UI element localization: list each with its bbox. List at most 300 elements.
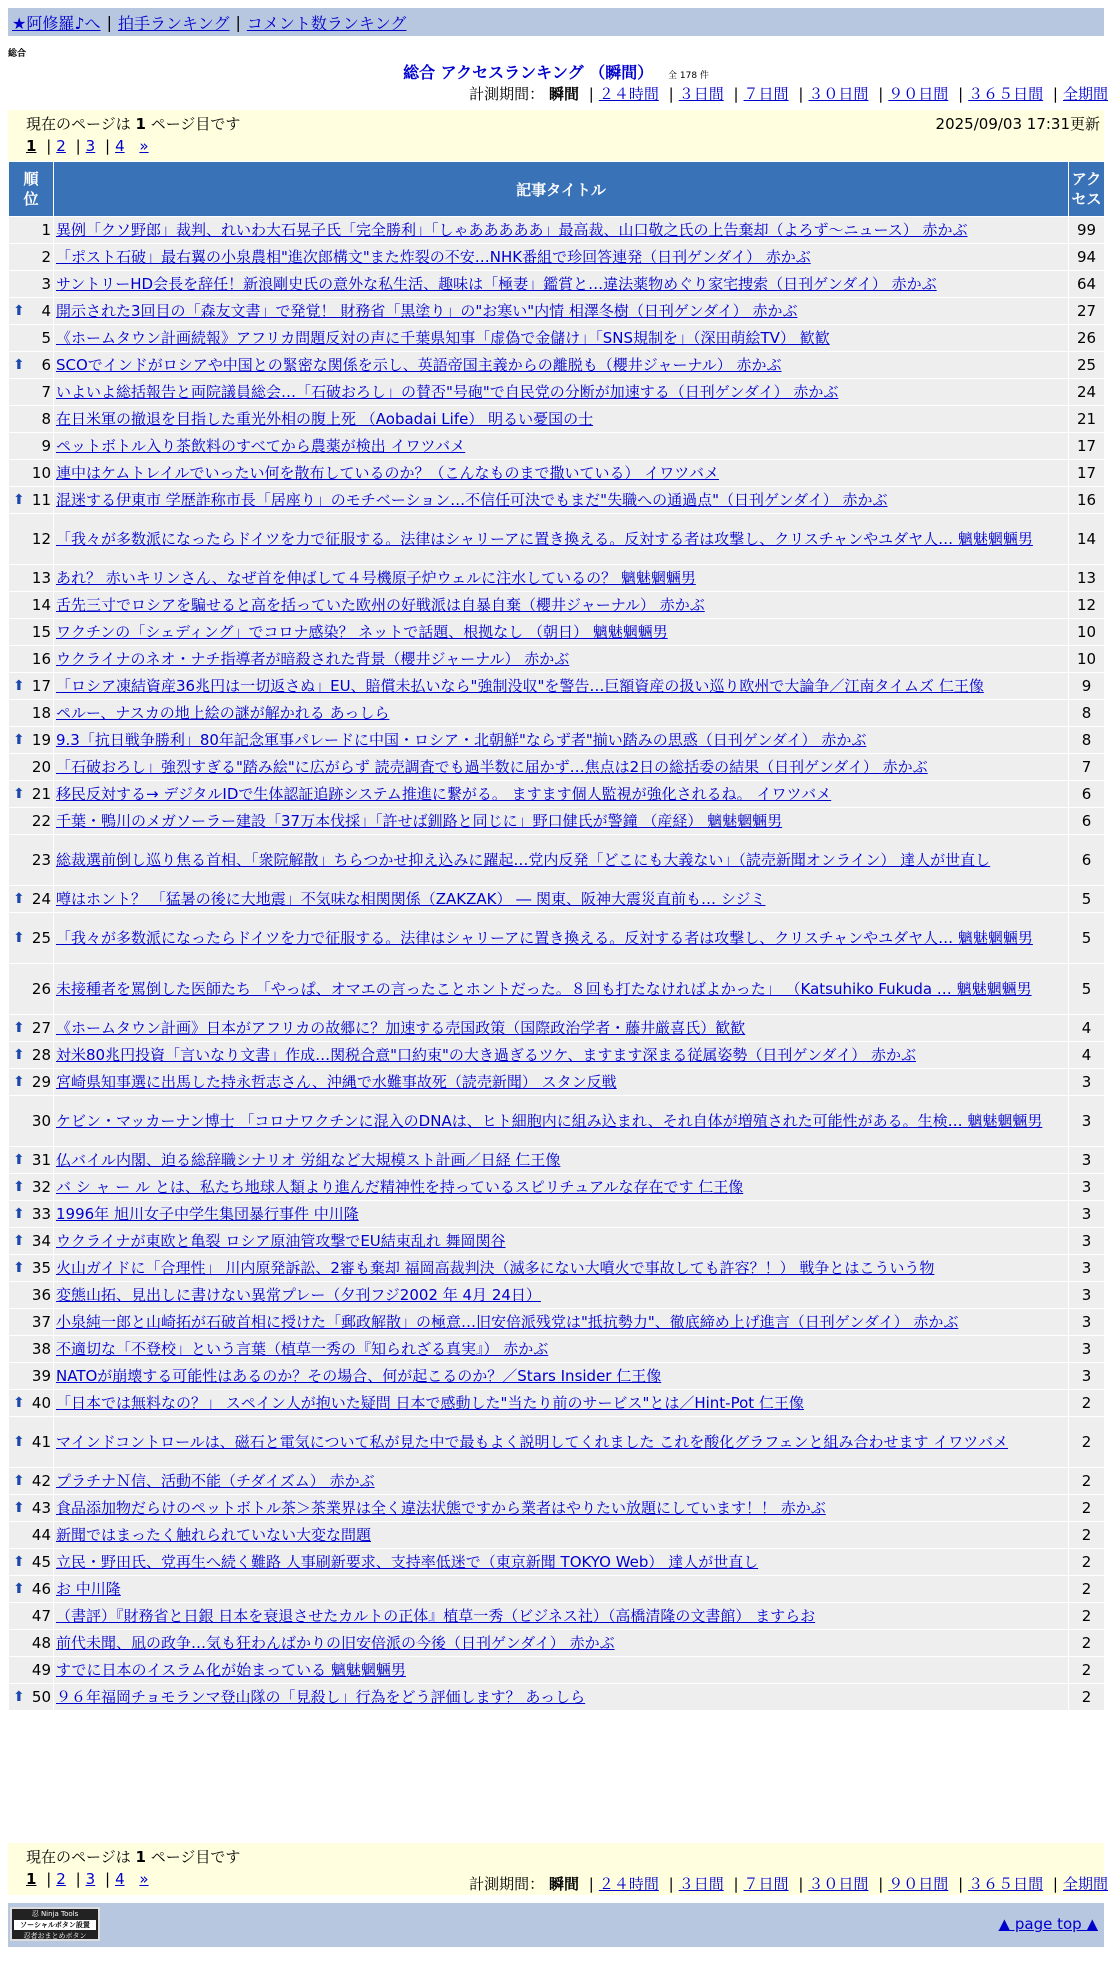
article-title-link[interactable]: ペットボトル入り茶飲料のすべてから農薬が検出 イワツバメ [56,437,466,455]
article-title-link[interactable]: 宮崎県知事選に出馬した持永哲志さん、沖縄で水難事故死（読売新聞） スタン反戦 [56,1073,617,1091]
article-title-link[interactable]: ワクチンの「シェディング」でコロナ感染？ ネットで話題、根拠なし （朝日） 魑魅魍魎男 [56,623,668,641]
rank-up-arrow-icon: ⬆ [13,1395,25,1411]
access-count: 2 [1069,1684,1105,1711]
rank-cell [9,619,54,646]
access-count: 2 [1069,1417,1105,1468]
article-title-link[interactable]: 新聞ではまったく触れられていない大変な問題 [56,1526,372,1544]
table-row [9,244,1105,271]
access-count: 8 [1069,727,1105,754]
access-count: 3 [1069,1147,1105,1174]
table-row [9,781,1105,808]
period-link-all[interactable]: 全期間 [1062,85,1108,103]
rank-cell [9,1657,54,1684]
article-title-link[interactable]: プラチナＮ信、活動不能（チダイズム） 赤かぶ [56,1472,375,1490]
access-count: 27 [1069,298,1105,325]
access-count: 3 [1069,1174,1105,1201]
rank-cell [9,1174,54,1201]
rank-cell [9,1576,54,1603]
article-title-link[interactable]: 不適切な「不登校」という言葉（植草一秀の『知られざる真実』） 赤かぶ [56,1340,549,1358]
table-row [9,1657,1105,1684]
rank-cell [9,1684,54,1711]
rank-cell [9,1069,54,1096]
bottom-bar [8,1903,1104,1947]
article-title-link[interactable]: 連中はケムトレイルでいったい何を散布しているのか？（こんなものまで撒いている） イワツバメ [56,464,719,482]
access-count: 6 [1069,781,1105,808]
title-cell [54,325,1069,352]
rank-cell [9,1468,54,1495]
access-count: 2 [1069,1603,1105,1630]
rank-up-arrow-icon: ⬆ [13,492,25,508]
rank-cell [9,1495,54,1522]
period-link-30d[interactable]: ３０日間 [808,85,869,103]
title-cell [54,1417,1069,1468]
table-row [9,1282,1105,1309]
rank-cell [9,1630,54,1657]
rank-number: 9 [41,437,51,455]
article-title-link[interactable]: 「ポスト石破」最右翼の小泉農相"進次郎構文"また炸裂の不安…NHK番組で珍回答連発（日刊ゲンダイ） 赤かぶ [56,248,811,266]
access-count: 2 [1069,1630,1105,1657]
pager-page-2[interactable]: 2 [56,1870,66,1888]
table-row [9,1630,1105,1657]
period-link-7d[interactable]: ７日間 [743,1875,789,1893]
article-title-link[interactable]: 《ホームタウン計画》日本がアフリカの故郷に？加速する売国政策（国際政治学者・藤井厳喜氏）歓歓 [56,1019,746,1037]
rank-cell [9,406,54,433]
rank-cell [9,487,54,514]
article-title-link[interactable]: すでに日本のイスラム化が始まっている 魑魅魍魎男 [56,1661,406,1679]
rank-number: 40 [31,1394,51,1412]
period-link-365d[interactable]: ３６５日間 [968,85,1044,103]
access-count: 3 [1069,1201,1105,1228]
page-top-link[interactable]: ▲ page top ▲ [998,1915,1098,1933]
period-link-90d[interactable]: ９０日間 [888,85,949,103]
current-page-number: 1 [135,115,146,133]
rank-number: 45 [31,1553,51,1571]
pager-page-1[interactable]: 1 [26,1870,37,1888]
rank-number: 5 [41,329,51,347]
period-link-365d[interactable]: ３６５日間 [968,1875,1044,1893]
table-row [9,1336,1105,1363]
table-row [9,886,1105,913]
table-row [9,964,1105,1015]
rank-number: 27 [31,1019,51,1037]
article-title-link[interactable]: 「ロシア凍結資産36兆円は一切返さぬ」EU、賠償未払いなら"強制没収"を警告…巨額資産の扱い巡り欧州で大論争／江南タイムズ 仁王像 [56,677,984,695]
rank-number: 4 [41,302,51,320]
article-title-link[interactable]: ケビン・マッカーナン博士 「コロナワクチンに混入のDNAは、ヒト細胞内に組み込まれ、それ自体が増殖された可能性がある。生検… 魑魅魍魎男 [56,1112,1043,1130]
access-count: 14 [1069,514,1105,565]
table-row [9,487,1105,514]
rank-up-arrow-icon: ⬆ [13,930,25,946]
rank-cell [9,1015,54,1042]
table-row [9,1309,1105,1336]
title-cell [54,1228,1069,1255]
access-count: 64 [1069,271,1105,298]
access-count: 94 [1069,244,1105,271]
rank-up-arrow-icon: ⬆ [13,357,25,373]
period-link-30d[interactable]: ３０日間 [808,1875,869,1893]
access-count: 2 [1069,1657,1105,1684]
rank-cell [9,1309,54,1336]
rank-number: 24 [31,890,51,908]
title-cell [54,298,1069,325]
table-row [9,646,1105,673]
table-row [9,1468,1105,1495]
table-row [9,619,1105,646]
rank-up-arrow-icon: ⬆ [13,678,25,694]
article-title-link[interactable]: 未接種者を罵倒した医師たち 「やっぱ、オマエの言ったことホントだった。８回も打たなければよかった」 （Katsuhiko Fukuda … 魑魅魍魎男 [56,980,1032,998]
rank-up-arrow-icon: ⬆ [13,1554,25,1570]
article-title-link[interactable]: （書評）『財務省と日銀 日本を衰退させたカルトの正体』植草一秀（ビジネス社）（高橋清隆の文書館） ますらお [56,1607,816,1625]
title-cell [54,1069,1069,1096]
rank-up-arrow-icon: ⬆ [13,1581,25,1597]
title-cell [54,835,1069,886]
access-count: 8 [1069,700,1105,727]
rank-up-arrow-icon: ⬆ [13,1689,25,1705]
rank-up-arrow-icon: ⬆ [13,303,25,319]
ranking-table-body [9,217,1105,1711]
title-cell [54,1657,1069,1684]
title-cell [54,1174,1069,1201]
current-page-number: 1 [135,1848,146,1866]
period-link-3d[interactable]: ３日間 [678,85,724,103]
rank-up-arrow-icon: ⬆ [13,1020,25,1036]
article-title-link[interactable]: サントリーHD会長を辞任！新浪剛史氏の意外な私生活、趣味は「極妻」鑑賞と…違法薬物めぐり家宅捜索（日刊ゲンダイ） 赤かぶ [56,275,937,293]
article-title-link[interactable]: 「石破おろし」強烈すぎる"踏み絵"に広がらず 読売調査でも過半数に届かず…焦点は2日の総括委の結果（日刊ゲンダイ） 赤かぶ [56,758,928,776]
section-label: 総合 [8,49,27,59]
rank-number: 29 [31,1073,51,1091]
article-title-link[interactable]: 《ホームタウン計画続報》アフリカ問題反対の声に千葉県知事「虚偽で金儲け」「SNS規制を」（深田萌絵TV） 歓歓 [56,329,830,347]
article-title-link[interactable]: 舌先三寸でロシアを騙せると高を括っていた欧州の好戦派は自暴自棄（櫻井ジャーナル） 赤かぶ [56,596,705,614]
access-count: 6 [1069,835,1105,886]
table-row [9,352,1105,379]
access-count: 10 [1069,646,1105,673]
table-row [9,913,1105,964]
pager-page-4[interactable]: 4 [115,1870,125,1888]
rank-cell [9,1390,54,1417]
rank-cell [9,886,54,913]
article-title-link[interactable]: 総裁選前倒し巡り焦る首相、「衆院解散」ちらつかせ抑え込みに躍起…党内反発「どこにも大義ない」（読売新聞オンライン） 達人が世直し [56,851,991,869]
table-row [9,1015,1105,1042]
table-row [9,1228,1105,1255]
rank-up-arrow-icon: ⬆ [13,732,25,748]
article-title-link[interactable]: ペルー、ナスカの地上絵の謎が解かれる あっしら [56,704,390,722]
title-cell [54,1576,1069,1603]
title-cell [54,1495,1069,1522]
access-count: 5 [1069,913,1105,964]
pager-next[interactable]: » [139,137,149,155]
rank-cell [9,1282,54,1309]
rank-number: 32 [31,1178,51,1196]
article-title-link[interactable]: 「日本では無料なの？」 スペイン人が抱いた疑問 日本で感動した"当たり前のサービス"とは／Hint-Pot 仁王像 [56,1394,804,1412]
article-title-link[interactable]: 変態山拓、見出しに書けない異常プレー（夕刊フジ2002 年 4月 24日） [56,1286,541,1304]
title-cell [54,460,1069,487]
rank-cell [9,781,54,808]
table-row [9,1201,1105,1228]
title-cell [54,754,1069,781]
title-cell [54,217,1069,244]
article-title-link[interactable]: 「我々が多数派になったらドイツを力で征服する。法律はシャリーアに置き換える。反対する者は攻撃し、クリスチャンやユダヤ人… 魑魅魍魎男 [56,929,1033,947]
rank-cell [9,727,54,754]
access-count: 5 [1069,886,1105,913]
rank-cell [9,808,54,835]
title-cell [54,379,1069,406]
title-cell [54,565,1069,592]
article-title-link[interactable]: ウクライナが東欧と亀裂 ロシア原油管攻撃でEU結束乱れ 舞岡関谷 [56,1232,506,1250]
title-cell [54,808,1069,835]
rank-cell [9,298,54,325]
access-count: 10 [1069,619,1105,646]
title-cell [54,1255,1069,1282]
rank-up-arrow-icon: ⬆ [13,1074,25,1090]
article-title-link[interactable]: 対米80兆円投資「言いなり文書」作成…関税合意"口約束"の大き過ぎるツケ、ますます深まる従属姿勢（日刊ゲンダイ） 赤かぶ [56,1046,916,1064]
rank-number: 1 [41,221,51,239]
rank-up-arrow-icon: ⬆ [13,1473,25,1489]
table-row [9,1522,1105,1549]
rank-cell [9,1255,54,1282]
article-title-link[interactable]: SCOでインドがロシアや中国との緊密な関係を示し、英語帝国主義からの離脱も（櫻井ジャーナル） 赤かぶ [56,356,782,374]
table-row [9,1417,1105,1468]
rank-number: 31 [31,1151,51,1169]
rank-cell [9,271,54,298]
period-link-3d[interactable]: ３日間 [678,1875,724,1893]
title-cell [54,673,1069,700]
rank-up-arrow-icon: ⬆ [13,786,25,802]
access-count: 2 [1069,1522,1105,1549]
article-title-link[interactable]: 1996年 旭川女子中学生集団暴行事件 中川隆 [56,1205,359,1223]
access-count: 2 [1069,1390,1105,1417]
article-title-link[interactable]: マインドコントロールは、磁石と電気について私が見た中で最もよく説明してくれました これを酸化グラフェンと組み合わせます イワツバメ [56,1433,1008,1451]
rank-number: 19 [31,731,51,749]
rank-number: 2 [41,248,51,266]
access-count: 3 [1069,1228,1105,1255]
rank-cell [9,673,54,700]
article-title-link[interactable]: NATOが崩壊する可能性はあるのか？その場合、何が起こるのか？／Stars Insider 仁王像 [56,1367,662,1385]
rank-cell [9,835,54,886]
access-count: 4 [1069,1042,1105,1069]
title-cell [54,592,1069,619]
rank-number: 25 [31,929,51,947]
period-current: 瞬間 [548,1875,579,1893]
column-header-title: 記事タイトル [54,162,1069,217]
total-count: 全 178 件 [668,71,709,81]
article-title-link[interactable]: バ シ ャ ー ル とは、私たち地球人類より進んだ精神性を持っているスピリチュアルな存在です 仁王像 [56,1178,744,1196]
table-row [9,754,1105,781]
title-cell [54,727,1069,754]
rank-cell [9,352,54,379]
title-cell [54,1309,1069,1336]
article-title-link[interactable]: 立民・野田氏、党再生へ続く難路 人事刷新要求、支持率低迷で（東京新聞 TOKYO Web） 達人が世直し [56,1553,759,1571]
rank-number: 13 [31,569,51,587]
article-title-link[interactable]: 混迷する伊東市 学歴詐称市長「居座り」のモチベーション…不信任可決でもまだ"失職への通過点"（日刊ゲンダイ） 赤かぶ [56,491,888,509]
rank-number: 49 [31,1661,51,1679]
title-cell [54,781,1069,808]
access-count: 17 [1069,433,1105,460]
pager-page-1[interactable]: 1 [26,137,37,155]
rank-number: 33 [31,1205,51,1223]
title-cell [54,1042,1069,1069]
table-row [9,808,1105,835]
access-count: 99 [1069,217,1105,244]
title-cell [54,1684,1069,1711]
rank-number: 15 [31,623,51,641]
rank-cell [9,1522,54,1549]
rank-number: 8 [41,410,51,428]
rank-number: 41 [31,1433,51,1451]
title-cell [54,646,1069,673]
table-row [9,1096,1105,1147]
rank-number: 43 [31,1499,51,1517]
article-title-link[interactable]: 開示された3回目の「森友文書」で発覚！ 財務省「黒塗り」の"お寒い"内情 相澤冬樹（日刊ゲンダイ） 赤かぶ [56,302,798,320]
pager-page-3[interactable]: 3 [85,137,96,155]
table-row [9,727,1105,754]
rank-number: 21 [31,785,51,803]
period-link-all[interactable]: 全期間 [1062,1875,1108,1893]
period-link-24h[interactable]: ２４時間 [598,85,659,103]
access-count: 16 [1069,487,1105,514]
article-title-link[interactable]: お 中川隆 [56,1580,121,1598]
pager-page-2[interactable]: 2 [56,137,66,155]
table-row [9,1603,1105,1630]
article-title-link[interactable]: 小泉純一郎と山崎拓が石破首相に授けた「郵政解散」の極意…旧安倍派残党は"抵抗勢力"、徹底締め上げ進言（日刊ゲンダイ） 赤かぶ [56,1313,959,1331]
rank-number: 10 [31,464,51,482]
rank-cell [9,1042,54,1069]
rank-cell [9,592,54,619]
rank-number: 30 [31,1112,51,1130]
pager-bottom: 1 | 2 | 3 | 4 » [26,1870,149,1888]
title-cell [54,433,1069,460]
title-cell [54,487,1069,514]
table-row [9,700,1105,727]
rank-number: 48 [31,1634,51,1652]
rank-number: 28 [31,1046,51,1064]
rank-number: 38 [31,1340,51,1358]
rank-up-arrow-icon: ⬆ [13,1260,25,1276]
article-title-link[interactable]: あれ？ 赤いキリンさん、なぜ首を伸ばして４号機原子炉ウェルに注水しているの？ 魑魅魍魎男 [56,569,696,587]
rank-up-arrow-icon: ⬆ [13,1434,25,1450]
nav-link-asyura[interactable]: ★阿修羅♪へ [12,13,101,33]
article-title-link[interactable]: 移民反対する→ デジタルIDで生体認証追跡システム推進に繋がる。 ますます個人監視が強化されるね。 イワツバメ [56,785,832,803]
access-count: 4 [1069,1015,1105,1042]
rank-cell [9,325,54,352]
article-title-link[interactable]: ９６年福岡チョモランマ登山隊の「見殺し」行為をどう評価します？ あっしら [56,1688,586,1706]
rank-number: 44 [31,1526,51,1544]
article-title-link[interactable]: 異例「クソ野郎」裁判、れいわ大石晃子氏「完全勝利」「しゃあああああ」最高裁、山口敬之氏の上告棄却（よろず〜ニュース） 赤かぶ [56,221,968,239]
access-count: 5 [1069,964,1105,1015]
table-row [9,1495,1105,1522]
table-row [9,1390,1105,1417]
column-header-access: アクセス [1069,162,1105,217]
article-title-link[interactable]: 前代未聞、凪の政争…気も狂わんばかりの旧安倍派の今後（日刊ゲンダイ） 赤かぶ [56,1634,615,1652]
access-count: 24 [1069,379,1105,406]
title-cell [54,913,1069,964]
rank-cell [9,565,54,592]
article-title-link[interactable]: 千葉・鴨川のメガソーラー建設「37万本伐採」「許せば釧路と同じに」野口健氏が警鐘 （産経） 魑魅魍魎男 [56,812,783,830]
rank-number: 16 [31,650,51,668]
rank-number: 37 [31,1313,51,1331]
rank-cell [9,1549,54,1576]
table-row [9,592,1105,619]
access-count: 3 [1069,1096,1105,1147]
nav-link-applause-ranking[interactable]: 拍手ランキング [117,13,230,33]
article-title-link[interactable]: ウクライナのネオ・ナチ指導者が暗殺された背景（櫻井ジャーナル） 赤かぶ [56,650,570,668]
page-title: 総合 アクセスランキング （瞬間） [403,63,654,82]
table-row [9,835,1105,886]
ranking-table [8,161,1105,1711]
rank-up-arrow-icon: ⬆ [13,1152,25,1168]
title-cell [54,1468,1069,1495]
rank-cell [9,1228,54,1255]
article-title-link[interactable]: いよいよ総括報告と両院議員総会…「石破おろし」の賛否"号砲"で自民党の分断が加速する（日刊ゲンダイ） 赤かぶ [56,383,839,401]
pager-next[interactable]: » [139,1870,149,1888]
table-row [9,1255,1105,1282]
title-cell [54,1603,1069,1630]
title-cell [54,244,1069,271]
article-title-link[interactable]: 食品添加物だらけのペットボトル茶＞茶業界は全く違法状態ですから業者はやりたい放題にしています！！ 赤かぶ [56,1499,826,1517]
rank-cell [9,433,54,460]
title-cell [54,1282,1069,1309]
rank-number: 36 [31,1286,51,1304]
access-count: 3 [1069,1336,1105,1363]
access-count: 3 [1069,1309,1105,1336]
title-cell [54,886,1069,913]
access-count: 25 [1069,352,1105,379]
pager-page-3[interactable]: 3 [85,1870,96,1888]
period-link-24h[interactable]: ２４時間 [598,1875,659,1893]
table-row [9,1549,1105,1576]
period-link-90d[interactable]: ９０日間 [888,1875,949,1893]
rank-up-arrow-icon: ⬆ [13,1179,25,1195]
rank-number: 7 [41,383,51,401]
rank-up-arrow-icon: ⬆ [13,1206,25,1222]
title-cell [54,1201,1069,1228]
title-cell [54,271,1069,298]
table-row [9,1174,1105,1201]
rank-number: 14 [31,596,51,614]
title-cell [54,1096,1069,1147]
rank-cell [9,1336,54,1363]
article-title-link[interactable]: 仏バイル内閣、迫る総辞職シナリオ 労組など大規模スト計画／日経 仁王像 [56,1151,561,1169]
table-row [9,1684,1105,1711]
column-header-rank: 順位 [9,162,54,217]
rank-cell [9,1417,54,1468]
nav-separator: | [235,12,241,32]
table-row [9,565,1105,592]
title-cell [54,700,1069,727]
article-title-link[interactable]: 「我々が多数派になったらドイツを力で征服する。法律はシャリーアに置き換える。反対する者は攻撃し、クリスチャンやユダヤ人… 魑魅魍魎男 [56,530,1033,548]
pager-page-4[interactable]: 4 [115,137,125,155]
period-link-7d[interactable]: ７日間 [743,85,789,103]
title-cell [54,1549,1069,1576]
rank-number: 23 [31,851,51,869]
rank-up-arrow-icon: ⬆ [13,1233,25,1249]
table-row [9,1069,1105,1096]
article-title-link[interactable]: 火山ガイドに「合理性」 川内原発訴訟、2審も棄却 福岡高裁判決（滅多にない大噴火で事故しても許容？！） 戦争とはこういう物 [56,1259,935,1277]
access-count: 13 [1069,565,1105,592]
access-count: 2 [1069,1576,1105,1603]
rank-cell [9,1096,54,1147]
table-row [9,325,1105,352]
article-title-link[interactable]: 在日米軍の撤退を目指した重光外相の腹上死 （Aobadai Life） 明るい憂国の士 [56,410,594,428]
updated-timestamp: 2025/09/03 17:31更新 [935,115,1100,133]
title-cell [54,406,1069,433]
rank-up-arrow-icon: ⬆ [13,1047,25,1063]
article-title-link[interactable]: 9.3「抗日戦争勝利」80年記念軍事パレードに中国・ロシア・北朝鮮"ならず者"揃い踏みの思惑（日刊ゲンダイ） 赤かぶ [56,731,867,749]
rank-cell [9,754,54,781]
rank-cell [9,379,54,406]
rank-number: 6 [41,356,51,374]
ninja-tools-badge[interactable]: 忍 Ninja Tools ソーシャルボタン設置 忍者おまとめボタン [10,1907,100,1941]
nav-link-comment-ranking[interactable]: コメント数ランキング [246,13,407,33]
article-title-link[interactable]: 噂はホント？ 「猛暑の後に大地震」不気味な相関関係（ZAKZAK） ― 関東、阪神大震災直前も… シジミ [56,890,766,908]
